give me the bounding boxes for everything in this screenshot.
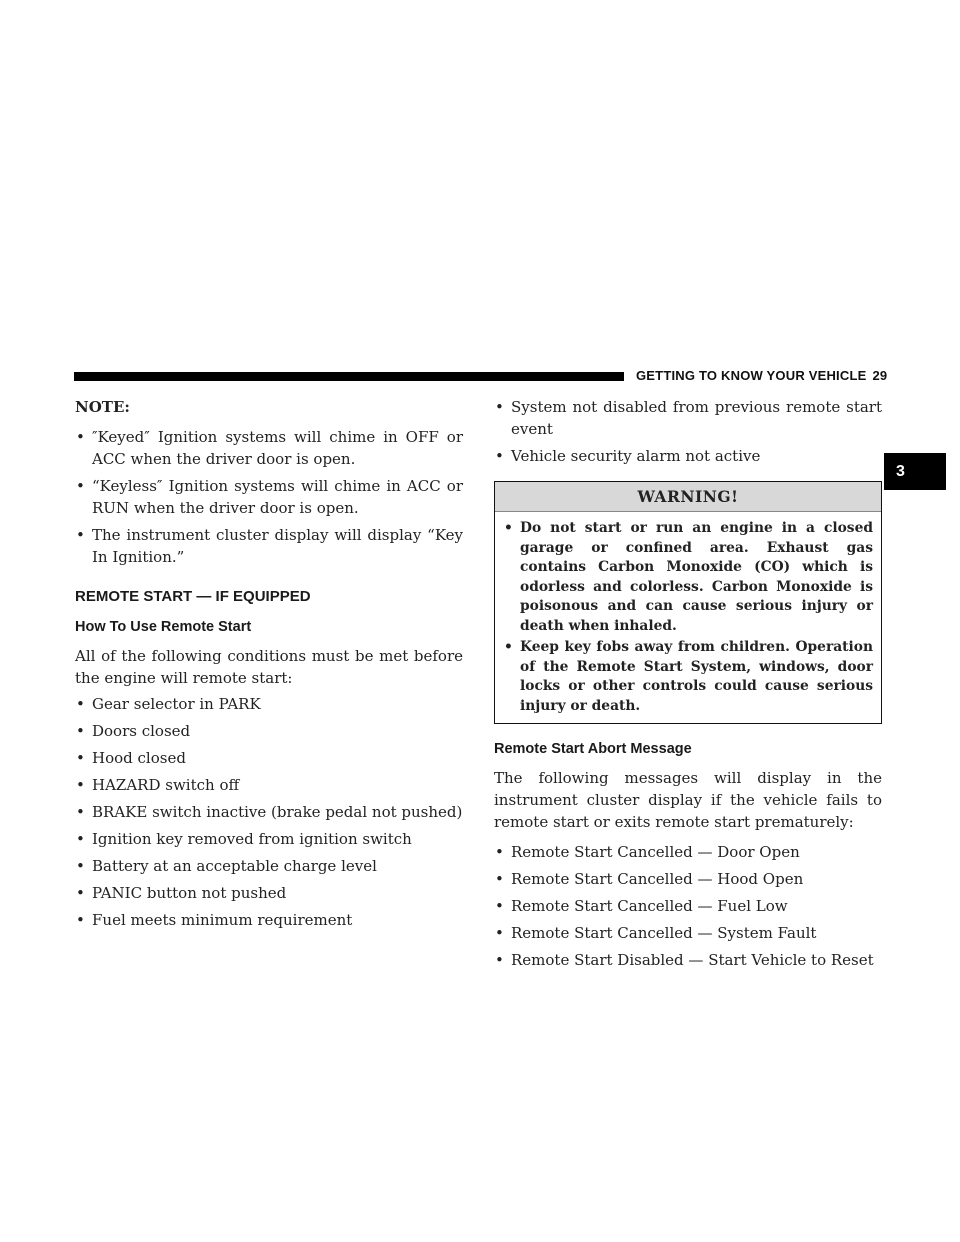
list-item: • BRAKE switch inactive (brake pedal not pushed) [75, 801, 463, 823]
subsection-title: Remote Start Abort Message [494, 741, 692, 757]
list-item: • “Keyless″ Ignition systems will chime in ACC or RUN when the driver door is open. [75, 475, 463, 519]
warning-list [503, 519, 873, 716]
list-item: • HAZARD switch off [75, 774, 463, 796]
section-title: REMOTE START — IF EQUIPPED [75, 588, 311, 605]
subsection-title: How To Use Remote Start [75, 619, 252, 635]
conditions-intro: All of the following conditions must be met before the engine will remote start: [75, 647, 463, 687]
list-item: • Vehicle security alarm not active [494, 445, 882, 467]
list-item: • Gear selector in PARK [75, 693, 463, 715]
header-rule [74, 372, 624, 381]
list-item: • Remote Start Disabled — Start Vehicle to Reset [494, 949, 882, 971]
note-list [75, 426, 463, 568]
list-item: • Doors closed [75, 720, 463, 742]
list-item: • PANIC button not pushed [75, 882, 463, 904]
conditions-list [75, 693, 463, 931]
left-column [75, 396, 463, 936]
list-item: • System not disabled from previous remote start event [494, 396, 882, 440]
abort-messages-list [494, 841, 882, 971]
list-item: • Remote Start Cancelled — Hood Open [494, 868, 882, 890]
list-item: • Do not start or run an engine in a closed garage or confined area. Exhaust gas contains Carbon Monoxide (CO) which is odorless and colorless. Carbon Monoxide is poisonous and can cause serious injury or death when inhaled. [503, 519, 873, 636]
warning-body [495, 512, 881, 723]
note-label: NOTE: [75, 398, 130, 416]
list-item: • Remote Start Cancelled — Fuel Low [494, 895, 882, 917]
chapter-title: GETTING TO KNOW YOUR VEHICLE [636, 368, 867, 383]
list-item: • Keep key fobs away from children. Operation of the Remote Start System, windows, door locks or other controls could cause serious injury or death. [503, 638, 873, 716]
warning-title: WARNING! [495, 482, 881, 512]
warning-box [494, 481, 882, 724]
list-item: • Fuel meets minimum requirement [75, 909, 463, 931]
list-item: • Battery at an acceptable charge level [75, 855, 463, 877]
conditions-list-continued [494, 396, 882, 467]
page-number: 29 [872, 368, 888, 383]
list-item: • Hood closed [75, 747, 463, 769]
running-header [636, 368, 887, 383]
list-item: • Remote Start Cancelled — Door Open [494, 841, 882, 863]
abort-intro: The following messages will display in the instrument cluster display if the vehicle fails to remote start or exits remote start prematurely: [494, 769, 882, 831]
list-item: • ″Keyed″ Ignition systems will chime in OFF or ACC when the driver door is open. [75, 426, 463, 470]
list-item: • The instrument cluster display will display “Key In Ignition.” [75, 524, 463, 568]
list-item: • Remote Start Cancelled — System Fault [494, 922, 882, 944]
chapter-tab: 3 [884, 453, 946, 490]
list-item: • Ignition key removed from ignition switch [75, 828, 463, 850]
right-column [494, 396, 882, 976]
